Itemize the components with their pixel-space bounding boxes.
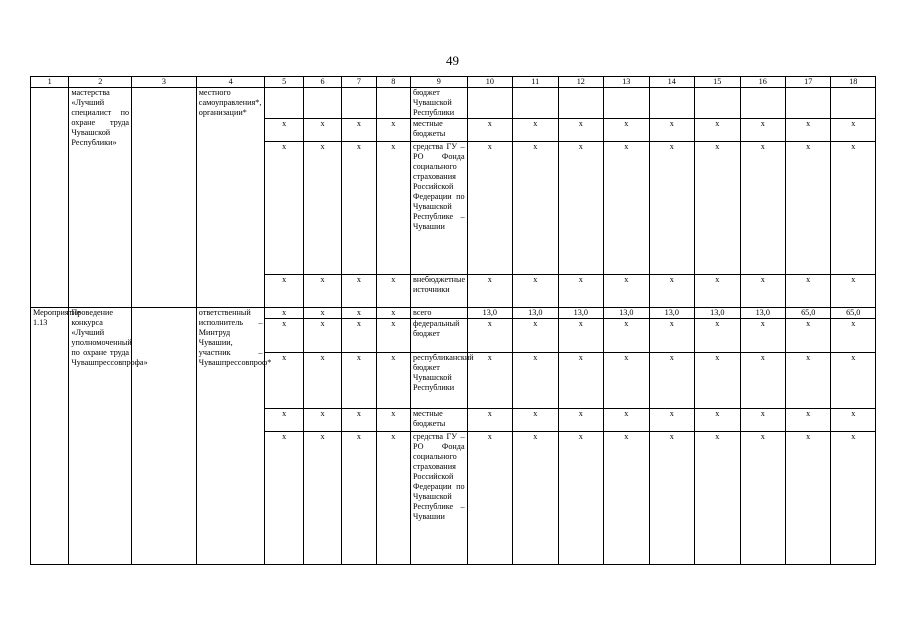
value-cell: х — [740, 319, 785, 353]
page-number: 49 — [446, 53, 459, 68]
column-number: 14 — [649, 77, 694, 88]
measure-number — [31, 88, 69, 308]
value-cell — [831, 88, 876, 119]
value-cell: х — [695, 319, 740, 353]
value-cell: 13,0 — [695, 308, 740, 319]
value-cell: х — [303, 275, 341, 308]
value-cell: х — [785, 353, 830, 409]
column-number: 11 — [513, 77, 558, 88]
value-cell: х — [649, 353, 694, 409]
value-cell: х — [785, 319, 830, 353]
value-cell: х — [265, 142, 303, 275]
funding-source: средства ГУ – РО Фонда социального страхования Российской Федерации по Чувашской Республике – Чувашии — [411, 142, 468, 275]
value-cell: х — [785, 275, 830, 308]
executor-cell: местного самоуправления*, организации* — [196, 88, 265, 308]
value-cell: х — [558, 275, 603, 308]
executor-cell: ответственный исполнитель – Минтруд Чувашии, участник – Чувашпрессовпроф* — [196, 308, 265, 565]
value-cell: х — [785, 432, 830, 565]
funding-source: внебюджетные источники — [411, 275, 468, 308]
value-cell: х — [831, 319, 876, 353]
value-cell: х — [740, 275, 785, 308]
funding-source: республиканский бюджет Чувашской Республики — [411, 353, 468, 409]
value-cell: х — [265, 275, 303, 308]
value-cell: х — [376, 432, 410, 565]
value-cell: х — [376, 308, 410, 319]
column-number: 12 — [558, 77, 603, 88]
column-number: 7 — [342, 77, 376, 88]
value-cell: х — [604, 353, 649, 409]
value-cell: х — [604, 142, 649, 275]
value-cell: х — [604, 319, 649, 353]
value-cell: х — [649, 432, 694, 565]
value-cell: х — [265, 432, 303, 565]
value-cell: х — [467, 119, 512, 142]
value-cell — [303, 88, 341, 119]
value-cell: х — [740, 142, 785, 275]
program-cell — [132, 308, 197, 565]
value-cell: х — [649, 275, 694, 308]
value-cell: х — [265, 308, 303, 319]
value-cell: х — [695, 353, 740, 409]
value-cell: х — [831, 142, 876, 275]
value-cell — [265, 88, 303, 119]
value-cell — [785, 88, 830, 119]
value-cell: х — [740, 119, 785, 142]
value-cell: 65,0 — [831, 308, 876, 319]
column-number: 17 — [785, 77, 830, 88]
value-cell: х — [604, 119, 649, 142]
value-cell: х — [785, 119, 830, 142]
column-number: 2 — [69, 77, 132, 88]
value-cell: х — [558, 409, 603, 432]
value-cell: х — [558, 119, 603, 142]
value-cell — [376, 88, 410, 119]
value-cell: х — [265, 409, 303, 432]
value-cell: х — [265, 353, 303, 409]
column-number: 15 — [695, 77, 740, 88]
value-cell: 13,0 — [649, 308, 694, 319]
value-cell: х — [342, 432, 376, 565]
value-cell — [740, 88, 785, 119]
value-cell — [342, 88, 376, 119]
column-number: 3 — [132, 77, 197, 88]
value-cell — [695, 88, 740, 119]
value-cell — [649, 88, 694, 119]
value-cell: 65,0 — [785, 308, 830, 319]
value-cell: х — [303, 308, 341, 319]
value-cell: х — [558, 353, 603, 409]
value-cell — [604, 88, 649, 119]
column-number: 1 — [31, 77, 69, 88]
value-cell — [467, 88, 512, 119]
value-cell: х — [649, 319, 694, 353]
value-cell: х — [265, 119, 303, 142]
value-cell: х — [513, 409, 558, 432]
value-cell: х — [303, 119, 341, 142]
value-cell: х — [376, 275, 410, 308]
value-cell: 13,0 — [513, 308, 558, 319]
measure-name: мастерства «Лучший специалист по охране труда Чувашской Республики» — [69, 88, 132, 308]
value-cell: х — [695, 142, 740, 275]
value-cell: х — [740, 353, 785, 409]
value-cell: х — [513, 353, 558, 409]
value-cell: х — [376, 319, 410, 353]
funding-source: федеральный бюджет — [411, 319, 468, 353]
value-cell: х — [303, 353, 341, 409]
column-number: 13 — [604, 77, 649, 88]
value-cell: х — [740, 432, 785, 565]
value-cell: 13,0 — [740, 308, 785, 319]
value-cell: х — [376, 409, 410, 432]
program-cell — [132, 88, 197, 308]
value-cell: х — [513, 142, 558, 275]
value-cell: х — [303, 432, 341, 565]
column-number: 16 — [740, 77, 785, 88]
value-cell: х — [649, 409, 694, 432]
funding-source: местные бюджеты — [411, 119, 468, 142]
value-cell: х — [303, 409, 341, 432]
value-cell: х — [467, 409, 512, 432]
value-cell: 13,0 — [467, 308, 512, 319]
value-cell: х — [604, 275, 649, 308]
value-cell: х — [342, 275, 376, 308]
budget-table — [30, 76, 876, 565]
value-cell: х — [342, 308, 376, 319]
funding-source: всего — [411, 308, 468, 319]
value-cell: х — [831, 275, 876, 308]
value-cell: х — [467, 142, 512, 275]
value-cell: х — [649, 119, 694, 142]
value-cell: х — [695, 119, 740, 142]
value-cell: х — [303, 142, 341, 275]
value-cell: х — [695, 432, 740, 565]
value-cell: х — [740, 409, 785, 432]
value-cell: х — [265, 319, 303, 353]
column-number: 18 — [831, 77, 876, 88]
value-cell: х — [513, 432, 558, 565]
value-cell: х — [342, 353, 376, 409]
value-cell: х — [831, 432, 876, 565]
value-cell: х — [342, 142, 376, 275]
value-cell: х — [831, 409, 876, 432]
value-cell — [558, 88, 603, 119]
value-cell: х — [604, 409, 649, 432]
column-number: 4 — [196, 77, 265, 88]
value-cell: х — [513, 275, 558, 308]
value-cell: х — [649, 142, 694, 275]
funding-source: местные бюджеты — [411, 409, 468, 432]
value-cell: х — [303, 319, 341, 353]
value-cell: х — [785, 142, 830, 275]
column-number: 6 — [303, 77, 341, 88]
value-cell: х — [342, 119, 376, 142]
funding-source: бюджет Чувашской Республики — [411, 88, 468, 119]
value-cell: х — [467, 275, 512, 308]
value-cell: х — [467, 353, 512, 409]
value-cell: х — [831, 119, 876, 142]
value-cell: х — [376, 119, 410, 142]
value-cell: х — [376, 142, 410, 275]
value-cell: х — [467, 319, 512, 353]
measure-number: Мероприятие 1.13 — [31, 308, 69, 565]
column-number-row — [31, 77, 876, 88]
value-cell: 13,0 — [558, 308, 603, 319]
value-cell: х — [558, 432, 603, 565]
value-cell: х — [785, 409, 830, 432]
table-row — [31, 308, 876, 319]
column-number: 10 — [467, 77, 512, 88]
value-cell: х — [831, 353, 876, 409]
value-cell: х — [558, 142, 603, 275]
value-cell: х — [558, 319, 603, 353]
value-cell: х — [695, 409, 740, 432]
value-cell: х — [513, 319, 558, 353]
column-number: 5 — [265, 77, 303, 88]
table-row — [31, 88, 876, 119]
measure-name: Проведение конкурса «Лучший уполномоченный по охране труда Чувашпрессовпрофа» — [69, 308, 132, 565]
value-cell: х — [513, 119, 558, 142]
column-number: 8 — [376, 77, 410, 88]
value-cell: х — [376, 353, 410, 409]
funding-source: средства ГУ – РО Фонда социального страхования Российской Федерации по Чувашской Республике – Чувашии — [411, 432, 468, 565]
value-cell: х — [342, 409, 376, 432]
column-number: 9 — [411, 77, 468, 88]
value-cell: х — [342, 319, 376, 353]
value-cell — [513, 88, 558, 119]
value-cell: х — [604, 432, 649, 565]
value-cell: х — [695, 275, 740, 308]
value-cell: х — [467, 432, 512, 565]
value-cell: 13,0 — [604, 308, 649, 319]
